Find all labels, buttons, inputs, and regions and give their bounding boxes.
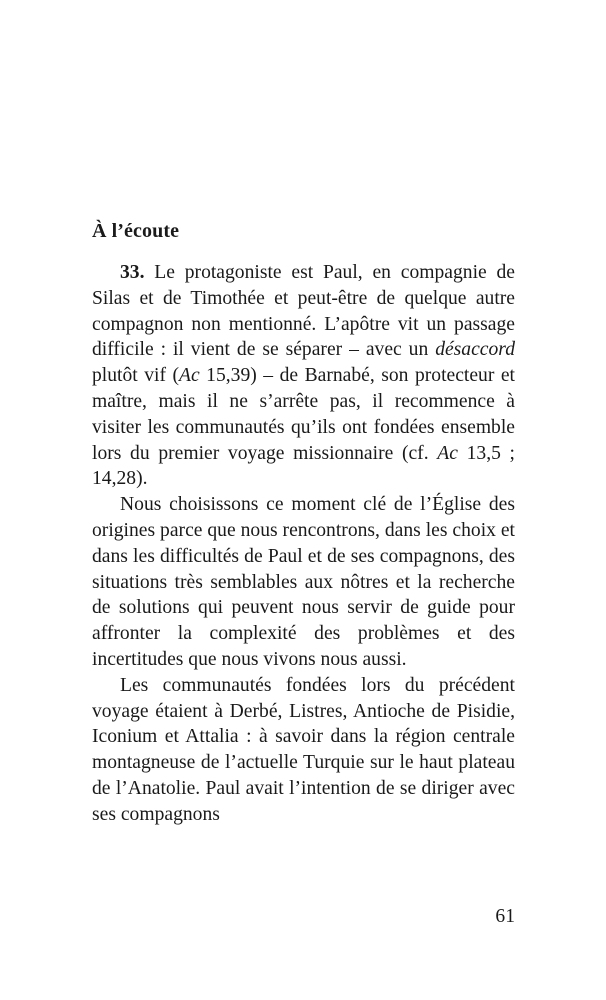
text-segment: Le protagoniste est Paul, en compagnie de Silas et de Timothée et peut-être de quelque autre compagnon non mentionné. L’apôtre vit un passage difficile : il vient de se séparer – avec un [92,262,515,361]
citation-book-ac: Ac [437,442,458,464]
book-page [92,0,515,1000]
paragraph-choix: Nous choisissons ce moment clé de l’Église des origines parce que nous rencontrons, dans les choix et dans les difficultés de Paul et de ses compagnons, des situations très semblables aux nôtres et la recherche de solutions qui peuvent nous servir de guide pour affronter la complexité des problèmes et des incertitudes que nous vivons nous aussi. [92,494,515,670]
paragraph-33 [92,260,515,492]
page-number: 61 [495,906,515,927]
paragraph-communautes: Les communautés fondées lors du précédent voyage étaient à Derbé, Listres, Antioche de Pisidie, Iconium et Attalia : à savoir dans la région centrale montagneuse de l’actuelle Turquie sur le haut plateau de l’Anatolie. Paul avait l’intention de se diriger avec ses compagnons [92,674,515,825]
emphasis-desaccord: désaccord [435,339,515,361]
paragraph-number: 33. [120,262,145,283]
body-text [92,260,515,828]
text-segment: 15,39) – de Barnabé, son protecteur et maître, mais il ne s’arrête pas, il recommence à visiter les communautés qu’ils ont fondées ensemble lors du premier voyage missionnaire (cf. [92,365,515,464]
text-segment: 13,5 ; 14,28). [92,442,516,490]
text-segment: plutôt vif ( [92,365,180,387]
citation-book-ac: Ac [179,365,200,387]
section-heading: À l’écoute [92,220,180,242]
